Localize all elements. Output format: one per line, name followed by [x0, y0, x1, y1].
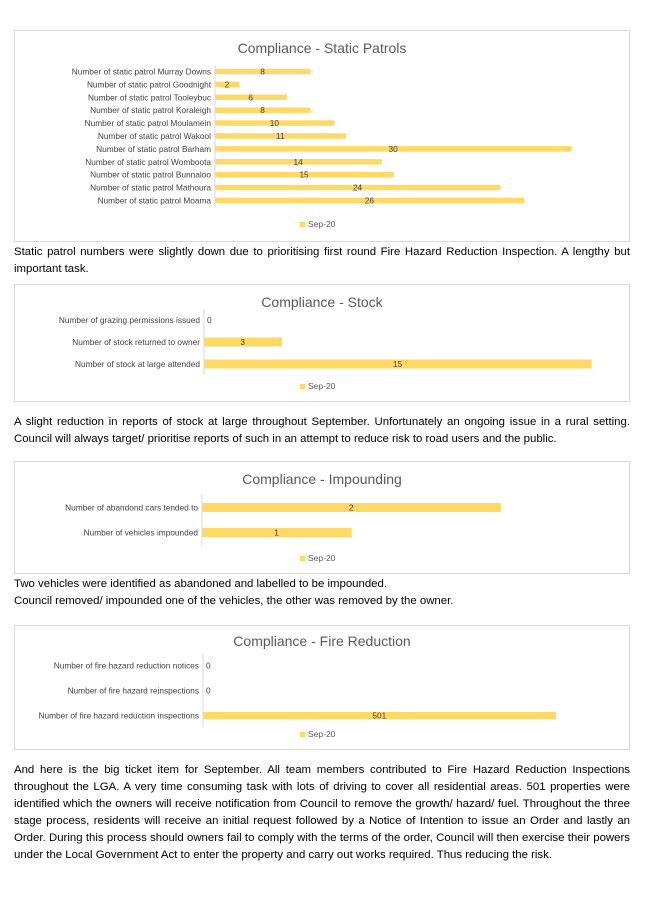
paragraph-fire-reduction	[14, 762, 630, 864]
static-patrols-legend	[300, 219, 336, 229]
impounding-chart-title: Compliance - Impounding	[242, 471, 402, 487]
static-patrols-value-label: 14	[293, 156, 303, 167]
static-patrols-value-label: 30	[388, 143, 398, 154]
paragraph-static-patrols	[14, 244, 630, 278]
impounding-category-label: Number of abandond cars tended to	[65, 502, 198, 513]
paragraph-impounding	[14, 576, 630, 610]
chart-impounding-svg	[15, 462, 629, 573]
fire-reduction-category-label: Number of fire hazard reinspections	[67, 685, 199, 696]
static-patrols-value-label: 26	[364, 195, 374, 206]
static-patrols-value-label: 11	[276, 130, 285, 141]
paragraph-fire-reduction-text: And here is the big ticket item for September. All team members contributed to Fire Hazard Reduction Inspections throughout the LGA. A very time consuming task with lots of driving to cover all residential areas. 501 properties were identified which the owners will receive notification from Council to remove the growth/ hazard/ fuel. Throughout the three stage process, residents will receive an initial request followed by a Notice of Intention to issue an Order and lastly an Order. During this process should owners fail to comply with the terms of the order, Council will then exercise their powers under the Local Government Act to enter the property and carry out works required. Thus reducing the risk.	[14, 764, 630, 861]
stock-legend	[300, 381, 336, 391]
static-patrols-category-label: Number of static patrol Koraleigh	[90, 105, 211, 116]
static-patrols-category-label: Number of static patrol Womboota	[85, 156, 211, 167]
impounding-value-label: 1	[274, 527, 279, 538]
fire-reduction-legend-swatch	[300, 732, 305, 737]
static-patrols-value-label: 15	[299, 169, 309, 180]
chart-static-patrols	[14, 30, 630, 242]
static-patrols-chart-title: Compliance - Static Patrols	[237, 40, 407, 56]
paragraph-static-patrols-text: Static patrol numbers were slightly down due to prioritising first round Fire Hazard Reduction Inspection. A lengthy but important task.	[14, 246, 630, 275]
static-patrols-category-label: Number of static patrol Goodnight	[86, 79, 211, 90]
impounding-category-label: Number of vehicles impounded	[83, 527, 198, 538]
impounding-legend-label: Sep-20	[308, 553, 336, 563]
fire-reduction-legend-label: Sep-20	[308, 729, 336, 739]
stock-value-label: 0	[207, 315, 212, 325]
fire-reduction-legend	[300, 729, 336, 739]
static-patrols-value-label: 10	[269, 118, 279, 129]
static-patrols-value-label: 2	[224, 79, 230, 90]
static-patrols-value-label: 6	[248, 92, 253, 103]
stock-legend-swatch	[300, 384, 305, 389]
stock-value-label: 3	[240, 337, 246, 347]
static-patrols-category-label: Number of static patrol Bunnaloo	[90, 169, 211, 180]
static-patrols-value-label: 24	[352, 182, 363, 193]
fire-reduction-chart-title: Compliance - Fire Reduction	[233, 633, 411, 649]
chart-impounding	[14, 461, 630, 574]
static-patrols-category-label: Number of static patrol Barham	[96, 143, 211, 154]
static-patrols-category-label: Number of static patrol Murray Downs	[71, 66, 211, 77]
stock-category-label: Number of grazing permissions issued	[58, 315, 200, 325]
stock-value-label: 15	[392, 359, 403, 369]
static-patrols-category-label: Number of static patrol Wakool	[97, 130, 211, 141]
stock-category-label: Number of stock returned to owner	[72, 337, 200, 347]
static-patrols-category-label: Number of static patrol Moama	[97, 195, 211, 206]
static-patrols-category-label: Number of static patrol Tooleybuc	[88, 92, 211, 103]
static-patrols-legend-swatch	[300, 222, 305, 227]
impounding-legend-swatch	[300, 556, 305, 561]
fire-reduction-category-label: Number of fire hazard reduction notices	[53, 660, 199, 671]
fire-reduction-category-label: Number of fire hazard reduction inspections	[38, 710, 199, 721]
static-patrols-category-label: Number of static patrol Mathoura	[90, 182, 211, 193]
stock-chart-title: Compliance - Stock	[261, 294, 383, 310]
chart-stock-svg	[15, 285, 629, 401]
paragraph-impounding-line-1: Two vehicles were identified as abandoned and labelled to be impounded.	[14, 578, 387, 590]
chart-fire-reduction	[14, 625, 630, 750]
fire-reduction-value-label: 0	[206, 660, 211, 671]
paragraph-impounding-line-2: Council removed/ impounded one of the vehicles, the other was removed by the owner.	[14, 595, 454, 607]
paragraph-stock	[14, 414, 630, 448]
chart-static-patrols-svg	[15, 31, 629, 241]
static-patrols-category-label: Number of static patrol Moulamein	[84, 118, 211, 129]
fire-reduction-value-label: 0	[206, 685, 211, 696]
chart-stock	[14, 284, 630, 402]
stock-legend-label: Sep-20	[308, 381, 336, 391]
static-patrols-value-label: 8	[260, 66, 265, 77]
chart-fire-reduction-svg	[15, 626, 629, 749]
paragraph-stock-text: A slight reduction in reports of stock at large throughout September. Unfortunately an ongoing issue in a rural setting. Council will always target/ prioritise reports of such in an attempt to reduce risk to road users and the public.	[14, 416, 630, 445]
static-patrols-legend-label: Sep-20	[308, 219, 336, 229]
impounding-value-label: 2	[348, 502, 354, 513]
stock-category-label: Number of stock at large attended	[75, 359, 200, 369]
static-patrols-value-label: 8	[260, 105, 265, 116]
impounding-legend	[300, 553, 336, 563]
fire-reduction-value-label: 501	[372, 710, 387, 721]
